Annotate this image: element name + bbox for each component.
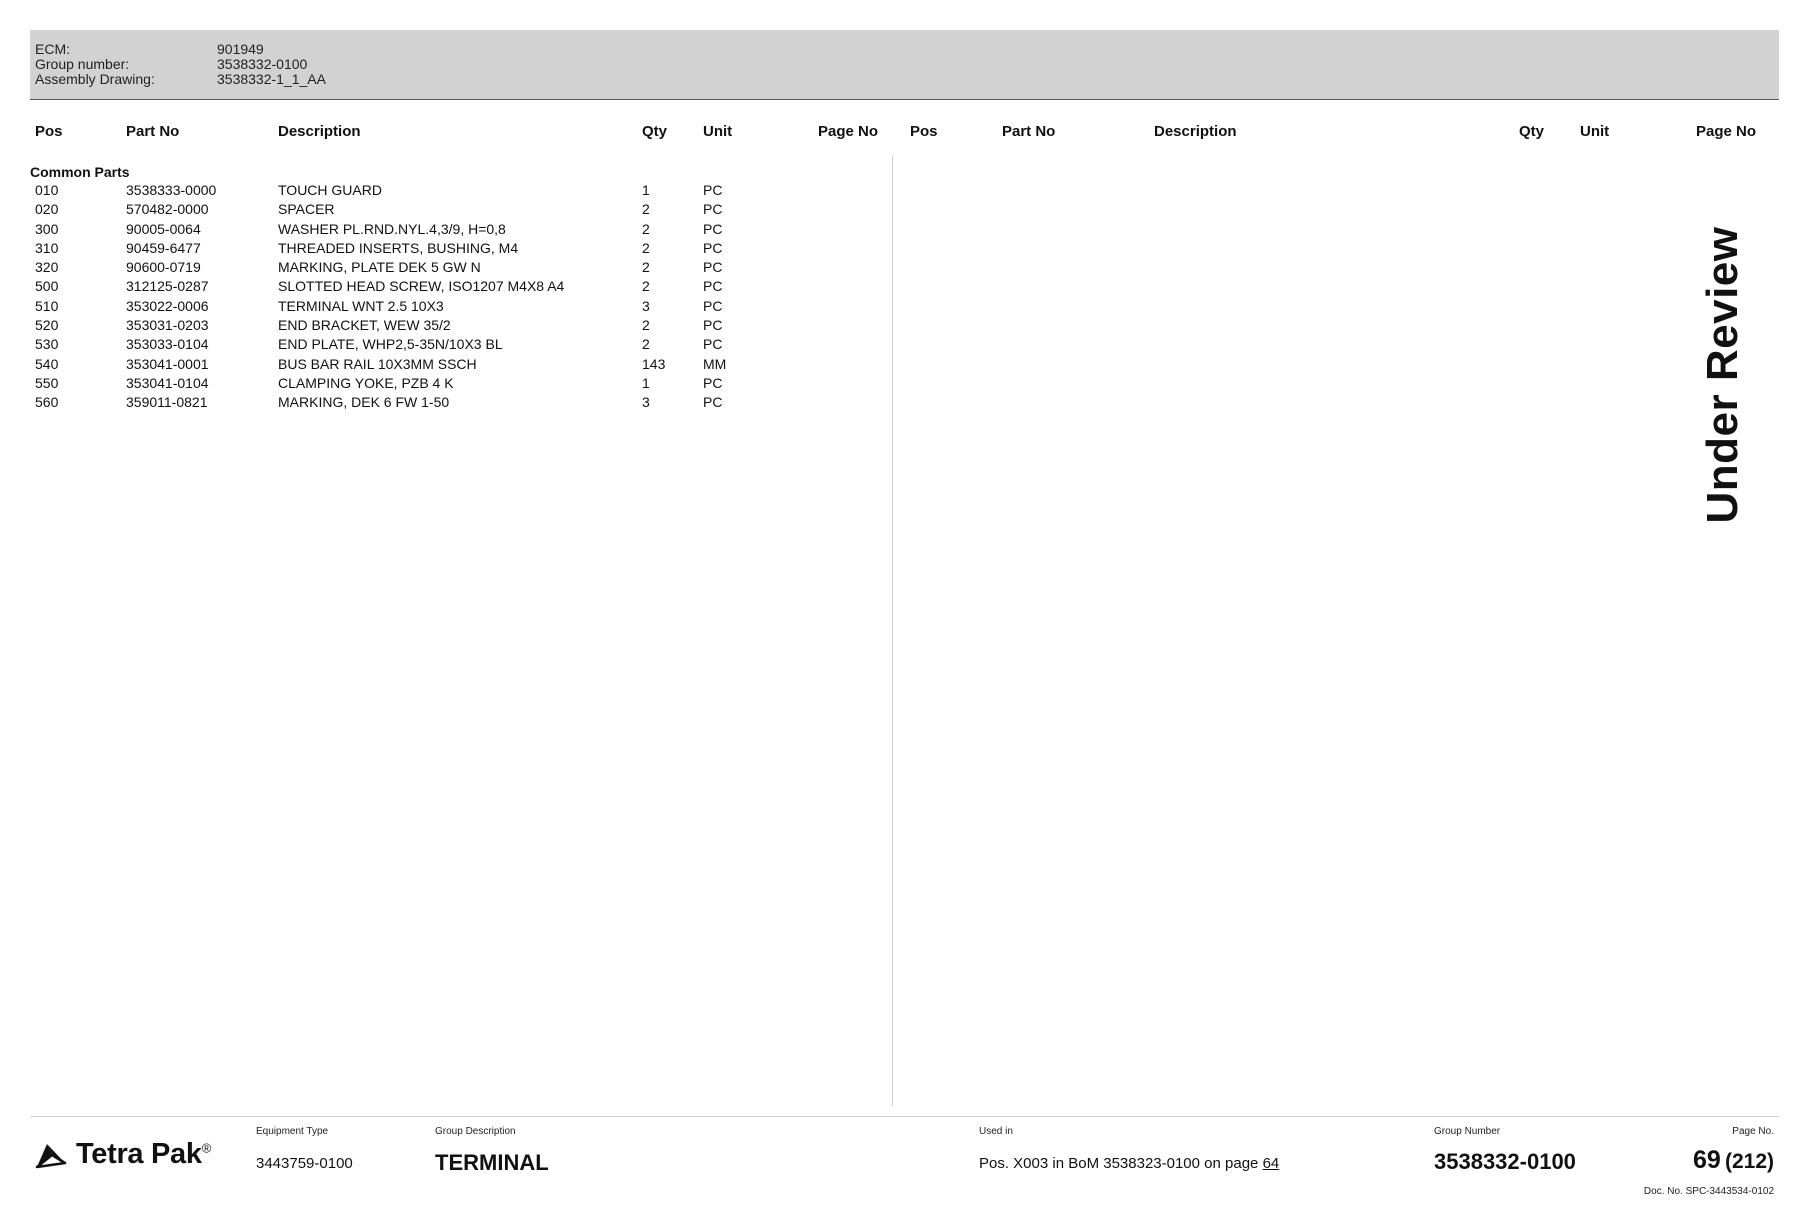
part-number: 353031-0203 — [126, 317, 209, 334]
under-review-watermark: Under Review — [1698, 226, 1747, 524]
part-description: THREADED INSERTS, BUSHING, M4 — [278, 239, 519, 256]
part-pos: 500 — [35, 278, 59, 295]
part-number: 3538333-0000 — [126, 182, 217, 198]
part-description: BUS BAR RAIL 10X3MM SSCH — [278, 355, 477, 372]
section-title: Common Parts — [30, 164, 130, 180]
part-pos: 520 — [35, 317, 59, 334]
part-pos: 010 — [35, 182, 59, 198]
group-number-footer-value: 3538332-0100 — [1434, 1149, 1576, 1174]
group-description-value: TERMINAL — [435, 1150, 549, 1175]
col-header-description-right: Description — [1154, 123, 1237, 140]
page-number-block — [1693, 1146, 1774, 1175]
part-pos: 020 — [35, 201, 59, 218]
assembly-drawing-value: 3538332-1_1_AA — [217, 71, 326, 87]
part-unit: PC — [703, 374, 723, 391]
part-qty: 2 — [642, 239, 650, 256]
tetra-pak-logo-icon — [34, 1141, 68, 1169]
part-row — [30, 200, 870, 219]
col-header-part-no: Part No — [126, 123, 180, 140]
part-qty: 1 — [642, 182, 650, 198]
part-pos: 310 — [35, 239, 59, 256]
part-number: 570482-0000 — [126, 201, 209, 218]
ecm-label: ECM: — [35, 41, 70, 57]
used-in-label: Used in — [979, 1126, 1013, 1137]
part-pos: 320 — [35, 259, 59, 276]
col-header-page-no: Page No — [818, 123, 879, 140]
footer-divider — [30, 1116, 1779, 1117]
part-unit: MM — [703, 355, 727, 372]
part-pos: 560 — [35, 394, 59, 411]
part-row — [30, 297, 870, 316]
part-row — [30, 239, 870, 258]
part-qty: 2 — [642, 220, 650, 237]
used-in-text: Pos. X003 in BoM 3538323-0100 on page — [979, 1155, 1259, 1172]
col-header-part-no-right: Part No — [1002, 123, 1056, 140]
equipment-type-label: Equipment Type — [256, 1126, 329, 1137]
part-number: 353033-0104 — [126, 336, 209, 353]
assembly-drawing-label: Assembly Drawing: — [35, 71, 155, 87]
part-qty: 143 — [642, 355, 666, 372]
part-unit: PC — [703, 259, 723, 276]
part-row — [30, 220, 870, 239]
page-no-label: Page No. — [1732, 1126, 1774, 1137]
col-header-qty-right: Qty — [1519, 123, 1545, 140]
col-header-page-no-right: Page No — [1696, 123, 1757, 140]
part-number: 90005-0064 — [126, 220, 201, 237]
part-number: 90459-6477 — [126, 239, 201, 256]
part-qty: 2 — [642, 278, 650, 295]
col-header-unit-right: Unit — [1580, 123, 1610, 140]
part-unit: PC — [703, 220, 723, 237]
part-qty: 2 — [642, 317, 650, 334]
part-pos: 540 — [35, 355, 59, 372]
col-header-description: Description — [278, 123, 361, 140]
part-row — [30, 355, 870, 374]
part-description: END PLATE, WHP2,5-35N/10X3 BL — [278, 336, 503, 353]
tetra-pak-logo — [34, 1138, 211, 1171]
group-number-value: 3538332-0100 — [217, 56, 308, 72]
logo-text: Tetra Pak® — [76, 1138, 211, 1170]
part-description: TERMINAL WNT 2.5 10X3 — [278, 297, 444, 314]
group-number-label: Group number: — [35, 56, 130, 72]
part-unit: PC — [703, 239, 723, 256]
part-description: SPACER — [278, 201, 335, 218]
part-qty: 2 — [642, 336, 650, 353]
part-number: 353022-0006 — [126, 297, 209, 314]
part-qty: 3 — [642, 394, 650, 411]
part-pos: 530 — [35, 336, 59, 353]
part-pos: 510 — [35, 297, 59, 314]
part-pos: 300 — [35, 220, 59, 237]
part-unit: PC — [703, 201, 723, 218]
part-unit: PC — [703, 278, 723, 295]
group-description-label: Group Description — [435, 1126, 516, 1137]
part-number: 353041-0104 — [126, 374, 209, 391]
part-unit: PC — [703, 182, 723, 198]
part-number: 353041-0001 — [126, 355, 209, 372]
part-qty: 1 — [642, 374, 650, 391]
part-row — [30, 335, 870, 354]
page-total: (212) — [1724, 1150, 1774, 1173]
col-header-unit: Unit — [703, 123, 733, 140]
part-qty: 2 — [642, 259, 650, 276]
part-unit: PC — [703, 297, 723, 314]
used-in-page-link[interactable]: 64 — [1262, 1155, 1280, 1172]
part-description: SLOTTED HEAD SCREW, ISO1207 M4X8 A4 — [278, 278, 565, 295]
part-unit: PC — [703, 336, 723, 353]
col-header-pos: Pos — [35, 123, 63, 140]
column-divider — [892, 155, 893, 1106]
part-description: CLAMPING YOKE, PZB 4 K — [278, 374, 454, 391]
part-row — [30, 277, 870, 296]
part-number: 312125-0287 — [126, 278, 209, 295]
part-pos: 550 — [35, 374, 59, 391]
part-row — [30, 316, 870, 335]
ecm-value: 901949 — [217, 41, 264, 57]
registered-mark: ® — [201, 1140, 211, 1156]
part-description: MARKING, DEK 6 FW 1-50 — [278, 394, 450, 411]
doc-number: Doc. No. SPC-3443534-0102 — [1643, 1186, 1774, 1197]
part-unit: PC — [703, 394, 723, 411]
group-number-footer-label: Group Number — [1434, 1126, 1501, 1137]
parts-list — [30, 181, 870, 413]
part-description: MARKING, PLATE DEK 5 GW N — [278, 259, 481, 276]
part-description: TOUCH GUARD — [278, 182, 382, 198]
col-header-pos-right: Pos — [910, 123, 938, 140]
part-number: 359011-0821 — [126, 394, 208, 411]
part-description: WASHER PL.RND.NYL.4,3/9, H=0,8 — [278, 220, 506, 237]
part-unit: PC — [703, 317, 723, 334]
part-number: 90600-0719 — [126, 259, 201, 276]
part-qty: 3 — [642, 297, 650, 314]
col-header-qty: Qty — [642, 123, 668, 140]
part-row — [30, 181, 870, 200]
used-in-reference — [979, 1155, 1279, 1172]
part-description: END BRACKET, WEW 35/2 — [278, 317, 451, 334]
part-row — [30, 374, 870, 393]
page-number: 69 — [1692, 1146, 1721, 1174]
part-row — [30, 393, 870, 412]
part-qty: 2 — [642, 201, 650, 218]
part-row — [30, 258, 870, 277]
equipment-type-value: 3443759-0100 — [256, 1155, 353, 1172]
header-box — [30, 30, 1779, 100]
